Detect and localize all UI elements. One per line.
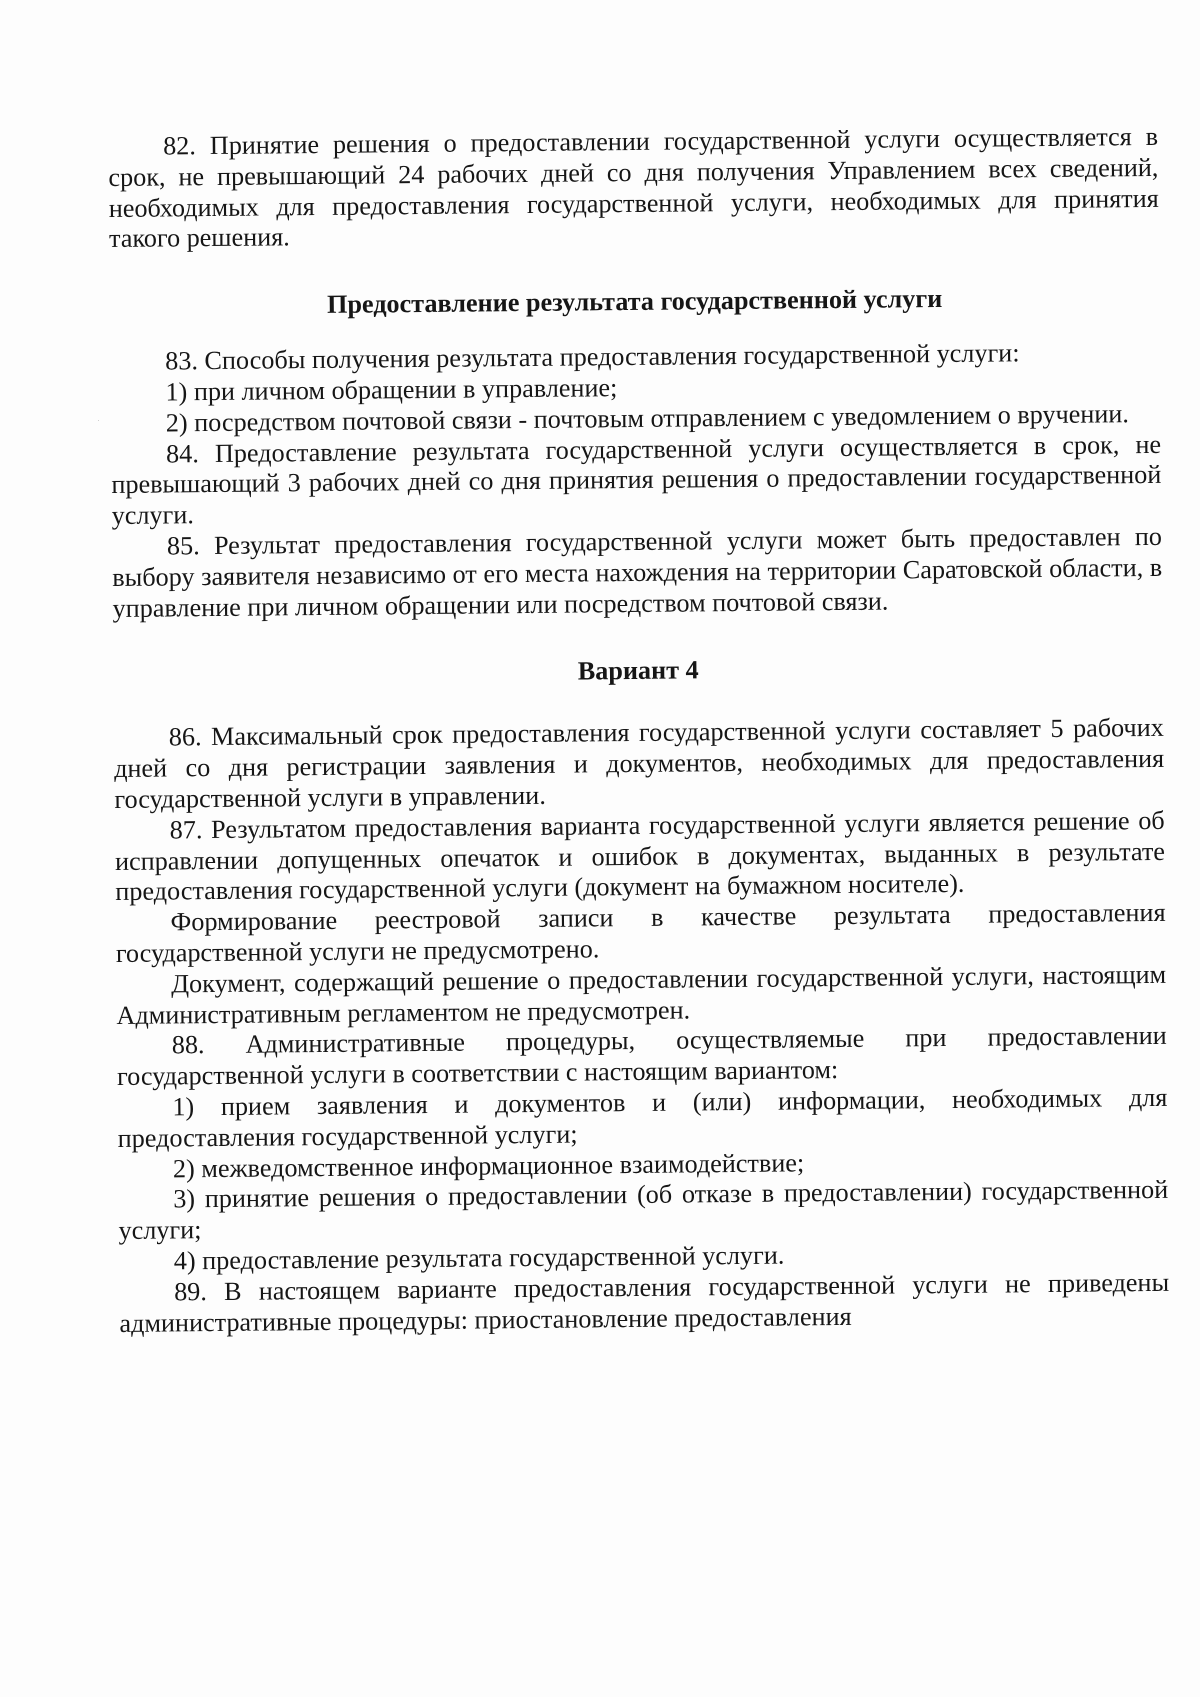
document-body: [108, 122, 1170, 1339]
section-heading-result: Предоставление результата государственной услуги: [326, 284, 943, 320]
paragraph-83: 83. Способы получения результата предоставления государственной услуги:: [165, 338, 1020, 376]
paragraph-87: 87. Результатом предоставления варианта государственной услуги является решение об исправлении допущенных опечаток и ошибок в документах, выданных в результате предоставления государственной услуги (документ на бумажном носителе).: [114, 805, 1166, 907]
scan-speck: [98, 420, 99, 421]
paragraph-88-item-4: 4) предоставление результата государственной услуги.: [173, 1240, 785, 1276]
paragraph-83-item-2: 2) посредством почтовой связи - почтовым отправлением с уведомлением о вручении.: [165, 398, 1130, 438]
paragraph-89: 89. В настоящем варианте предоставления государственной услуги не приведены административные процедуры: приостановление предоставления: [119, 1267, 1170, 1338]
paragraph-84: 84. Предоставление результата государственной услуги осуществляется в срок, не превышающий 3 рабочих дней со дня принятия решения о предоставлении государственной услуги.: [111, 429, 1162, 531]
paragraph-87-registry-note: Формирование реестровой записи в качестве результата предоставления государственной услуги не предусмотрено.: [115, 898, 1166, 968]
paragraph-88-item-2: 2) межведомственное информационное взаимодействие;: [172, 1147, 805, 1183]
paragraph-85: 85. Результат предоставления государственной услуги может быть предоставлен по выбору заявителя независимо от его места нахождения на территории Саратовской области, в управление при личном обращении или посредством почтовой связи.: [112, 521, 1163, 623]
paragraph-88: 88. Административные процедуры, осуществляемые при предоставлении государственной услуги в соответствии с настоящим вариантом:: [116, 1021, 1167, 1092]
section-heading-variant: Вариант 4: [577, 655, 699, 686]
paragraph-87-document-note: Документ, содержащий решение о предоставлении государственной услуги, настоящим Административным регламентом не предусмотрен.: [116, 959, 1167, 1030]
paragraph-83-item-1: 1) при личном обращении в управление;: [165, 373, 618, 407]
paragraph-86: 86. Максимальный срок предоставления государственной услуги составляет 5 рабочих дней со дня регистрации заявления и документов, необходимых для предоставления государственной услуги в управлении.: [113, 713, 1165, 814]
paragraph-88-item-1: 1) прием заявления и документов и (или) информации, необходимых для предоставления государственной услуги;: [117, 1082, 1168, 1153]
paragraph-88-item-3: 3) принятие решения о предоставлении (об отказе в предоставлении) государственной услуги;: [118, 1175, 1169, 1246]
paragraph-82: 82. Принятие решения о предоставлении государственной услуги осуществляется в срок, не превышающий 24 рабочих дней со дня получения Управлением всех сведений, необходимых для предоставления государственной услуги, необходимых для принятия такого решения.: [108, 121, 1159, 254]
